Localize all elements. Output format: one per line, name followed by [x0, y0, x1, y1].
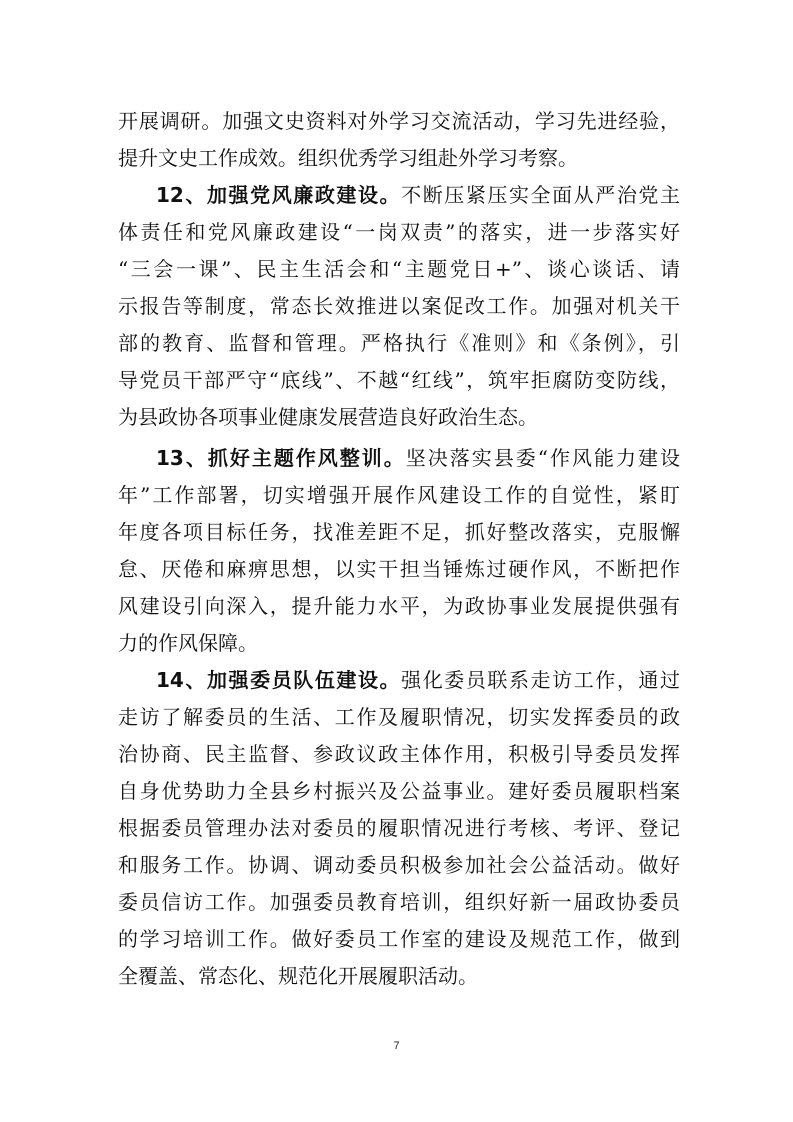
- text-line: 示报告等制度，常态长效推进以案促改工作。加强对机关干: [118, 294, 680, 318]
- text-line: 年度各项目标任务，找准差距不足，抓好整改落实，克服懈: [118, 520, 680, 544]
- text-line: 开展调研。加强文史资料对外学习交流活动，学习先进经验，: [118, 109, 680, 133]
- text-span: 坚决落实县委“作风能力建设: [405, 446, 680, 470]
- page-number: 7: [393, 1040, 400, 1052]
- text-line: 提升文史工作成效。组织优秀学习组赴外学习考察。: [118, 146, 578, 170]
- text-line: 导党员干部严守“底线”、不越“红线”，筑牢拒腐防变防线，: [118, 368, 680, 392]
- text-line: 风建设引向深入，提升能力水平，为政协事业发展提供强有: [118, 594, 680, 618]
- text-line: 根据委员管理办法对委员的履职情况进行考核、考评、登记: [118, 816, 680, 840]
- section-heading-13: 13、抓好主题作风整训。: [156, 446, 406, 470]
- text-line: 全覆盖、常态化、规范化开展履职活动。: [118, 964, 478, 988]
- text-line: 部的教育、监督和管理。严格执行《准则》和《条例》，引: [118, 331, 680, 355]
- text-line: 委员信访工作。加强委员教育培训，组织好新一届政协委员: [118, 890, 680, 914]
- section-heading-12: 12、加强党风廉政建设。: [156, 183, 402, 207]
- paragraph-13-first-line: [156, 441, 680, 475]
- text-line: 的学习培训工作。做好委员工作室的建设及规范工作，做到: [118, 927, 680, 951]
- text-line: 自身优势助力全县乡村振兴及公益事业。建好委员履职档案: [118, 779, 680, 803]
- text-line: 怠、厌倦和麻痹思想，以实干担当锤炼过硬作风，不断把作: [118, 557, 680, 581]
- paragraph-14-first-line: [156, 663, 680, 697]
- text-line: “三会一课”、民主生活会和“主题党日+”、谈心谈话、请: [118, 257, 680, 281]
- text-line: 和服务工作。协调、调动委员积极参加社会公益活动。做好: [118, 853, 680, 877]
- text-line: 治协商、民主监督、参政议政主体作用，积极引导委员发挥: [118, 742, 680, 766]
- text-span: 不断压紧压实全面从严治党主: [401, 183, 680, 207]
- text-span: 强化委员联系走访工作，通过: [401, 668, 680, 692]
- section-heading-14: 14、加强委员队伍建设。: [156, 668, 402, 692]
- text-line: 体责任和党风廉政建设“一岗双责”的落实，进一步落实好: [118, 220, 680, 244]
- text-line: 为县政协各项事业健康发展营造良好政治生态。: [118, 405, 538, 429]
- text-line: 走访了解委员的生活、工作及履职情况，切实发挥委员的政: [118, 705, 680, 729]
- text-line: 年”工作部署，切实增强开展作风建设工作的自觉性，紧盯: [118, 483, 680, 507]
- text-line: 力的作风保障。: [118, 631, 258, 655]
- paragraph-12-first-line: [156, 178, 680, 212]
